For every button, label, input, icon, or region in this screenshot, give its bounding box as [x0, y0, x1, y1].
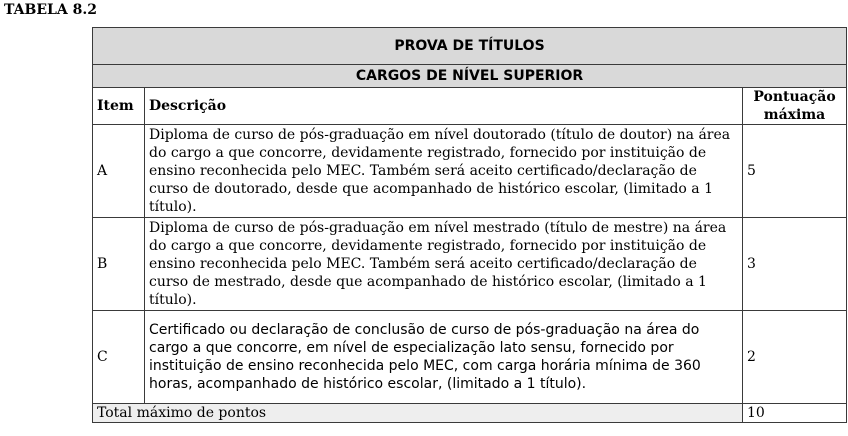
table-row [93, 311, 847, 404]
column-header-points-line2: máxima [763, 107, 826, 123]
column-header-points-line1: Pontuação [753, 89, 836, 105]
row-points-a: 5 [743, 125, 847, 218]
table-row [93, 125, 847, 218]
total-points: 10 [743, 404, 847, 423]
row-description-b: Diploma de curso de pós-graduação em nível mestrado (título de mestre) na área do cargo a que concorre, devidamente registrado, fornecido por instituição de ensino reconhecida pelo MEC. Também será aceito certificado/declaração de curso de mestrado, desde que acompanhado de histórico escolar, (limitado a 1 título). [145, 218, 743, 311]
row-item-c: C [93, 311, 145, 404]
table-subtitle: CARGOS DE NÍVEL SUPERIOR [93, 65, 847, 88]
row-item-a: A [93, 125, 145, 218]
column-header-description: Descrição [145, 88, 743, 125]
table-title: PROVA DE TÍTULOS [93, 28, 847, 65]
row-item-b: B [93, 218, 145, 311]
row-description-c: Certificado ou declaração de conclusão de curso de pós-graduação na área do cargo a que concorre, em nível de especialização lato sensu, fornecido por instituição de ensino reconhecida pelo MEC, com carga horária mínima de 360 horas, acompanhado de histórico escolar, (limitado a 1 título). [145, 311, 743, 404]
total-row [93, 404, 847, 423]
total-label: Total máximo de pontos [93, 404, 743, 423]
titles-table [92, 27, 847, 423]
table-row [93, 218, 847, 311]
column-header-row [93, 88, 847, 125]
column-header-item: Item [93, 88, 145, 125]
row-points-b: 3 [743, 218, 847, 311]
column-header-points [743, 88, 847, 125]
row-description-a: Diploma de curso de pós-graduação em nível doutorado (título de doutor) na área do cargo a que concorre, devidamente registrado, fornecido por instituição de ensino reconhecida pelo MEC. Também será aceito certificado/declaração de curso de doutorado, desde que acompanhado de histórico escolar, (limitado a 1 título). [145, 125, 743, 218]
row-points-c: 2 [743, 311, 847, 404]
table-caption: TABELA 8.2 [4, 2, 97, 18]
